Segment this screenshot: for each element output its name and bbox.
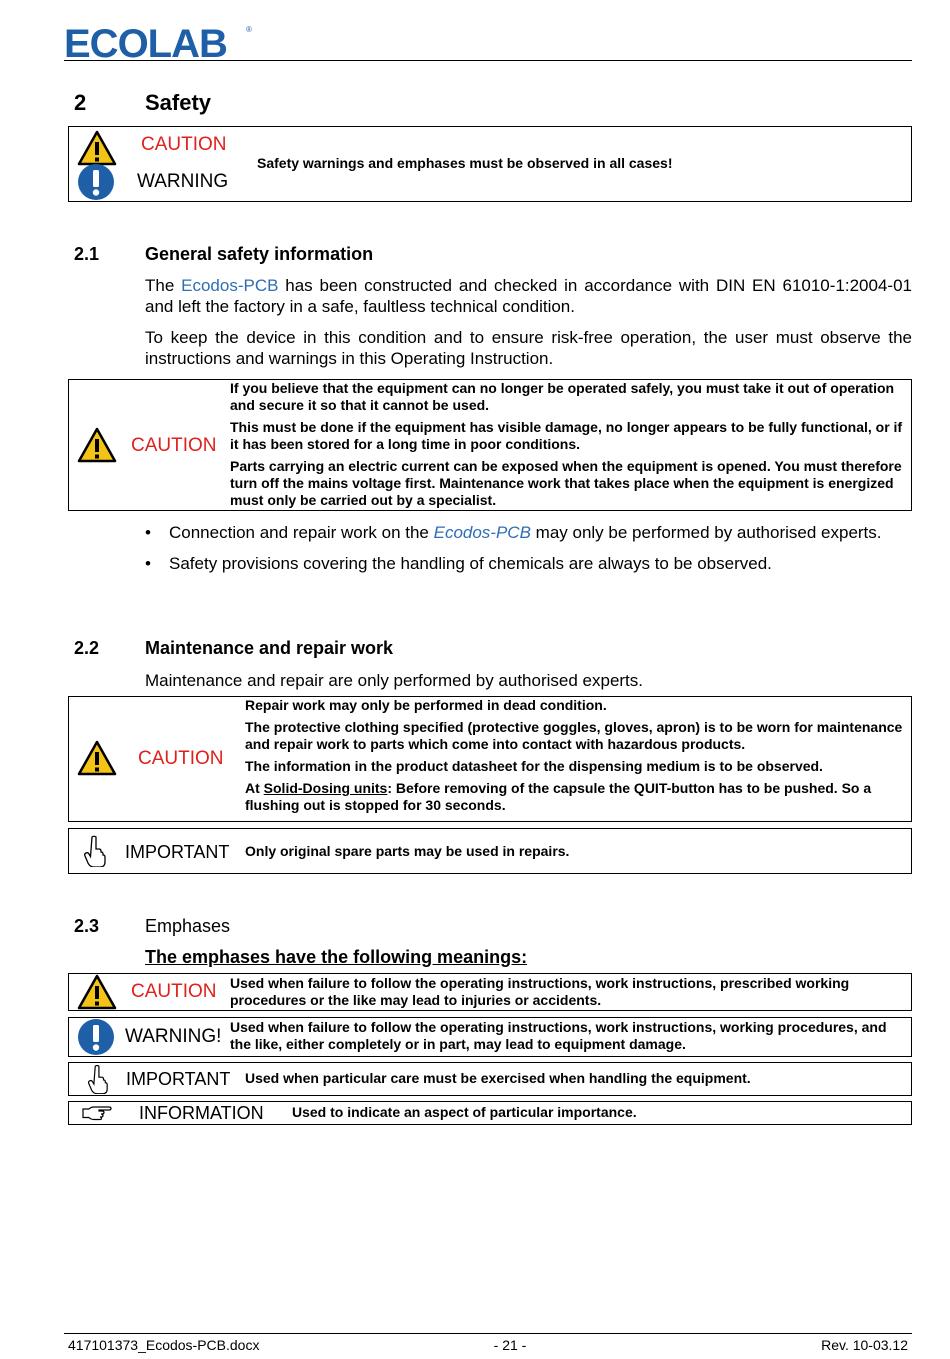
section-title: Safety [145, 90, 212, 115]
subsection-title: Maintenance and repair work [145, 638, 394, 658]
caution-paragraph: The protective clothing specified (protective goggles, gloves, apron) is to be worn for maintenance and repair work to parts which come into contact with hazardous products. [245, 719, 903, 752]
warning-label: WARNING [137, 171, 229, 192]
caution-label: CAUTION [138, 748, 224, 769]
bullet-list [145, 522, 912, 584]
caution-triangle-icon [77, 740, 117, 776]
caution-box [68, 696, 912, 822]
list-item [145, 522, 912, 543]
text: Connection and repair work on the [169, 523, 434, 542]
caution-triangle-icon [77, 130, 117, 166]
footer-rule [64, 1333, 912, 1334]
list-item: • Safety provisions covering the handling of chemicals are always to be observed. [145, 553, 912, 574]
header-rule [64, 60, 912, 61]
emphases-subtitle: The emphases have the following meanings: [145, 947, 528, 967]
emphasis-text: Used when failure to follow the operating instructions, work instructions, prescribed working procedures or the like may lead to injuries or accidents. [230, 975, 850, 1008]
footer-filename: 417101373_Ecodos-PCB.docx [68, 1337, 260, 1353]
important-box [68, 828, 912, 874]
caution-box [68, 379, 912, 511]
footer-page-number: - 21 - [493, 1337, 527, 1353]
emphasis-row-warning [68, 1017, 912, 1057]
safety-warning-box [68, 126, 912, 202]
svg-text:®: ® [246, 25, 252, 34]
emphasis-row-important [68, 1062, 912, 1096]
paragraph: Maintenance and repair are only performed by authorised experts. [145, 671, 644, 690]
text: : Before removing of the capsule the QUIT-button has to be pushed. So a flushing out is stopped for 30 seconds. [245, 780, 872, 813]
caution-paragraph: Repair work may only be performed in dead condition. [245, 697, 607, 713]
caution-paragraph: This must be done if the equipment has visible damage, no longer appears to be fully functional, or if it has been stored for a long time in poor conditions. [230, 419, 903, 452]
text: At [245, 780, 264, 796]
caution-text [245, 697, 907, 819]
warning-label: WARNING! [125, 1026, 222, 1047]
caution-label: CAUTION [131, 981, 217, 1002]
product-name: Ecodos-PCB [181, 276, 279, 295]
caution-paragraph: The information in the product datasheet for the dispensing medium is to be observed. [245, 758, 823, 774]
text: has been constructed and checked in accordance with DIN EN 61010-1:2004-01 and left the factory in a safe, faultless technical condition. [145, 276, 912, 316]
emphasis-text: Used when particular care must be exercised when handling the equipment. [245, 1070, 751, 1086]
subsection-number: 2.3 [74, 916, 100, 936]
subsection-title: Emphases [145, 916, 231, 936]
warning-exclamation-icon [76, 1018, 116, 1056]
subsection-title: General safety information [145, 244, 374, 264]
paragraph [145, 275, 912, 317]
pointing-finger-icon [81, 1105, 113, 1121]
footer-revision: Rev. 10-03.12 [821, 1337, 908, 1353]
section-number: 2 [74, 90, 87, 115]
emphasis-text: Used to indicate an aspect of particular importance. [292, 1104, 637, 1120]
important-label: IMPORTANT [126, 1069, 231, 1089]
subsection-number: 2.1 [74, 244, 100, 264]
caution-triangle-icon [77, 974, 117, 1010]
caution-paragraph: Parts carrying an electric current can be exposed when the equipment is opened. You must therefore turn off the mains voltage first. Maintenance work that takes place when the equipment is energized must only be carried out by a specialist. [230, 458, 902, 508]
paragraph: To keep the device in this condition and to ensure risk-free operation, the user must observe the instructions and warnings in this Operating Instruction. [145, 328, 912, 368]
caution-text [230, 380, 905, 514]
subsection-number: 2.2 [74, 638, 100, 658]
logo-text: ECOLAB [64, 22, 227, 64]
information-label: INFORMATION [139, 1103, 264, 1123]
caution-label: CAUTION [131, 435, 217, 456]
warning-exclamation-icon [76, 163, 116, 201]
product-name: Ecodos-PCB [433, 523, 531, 542]
text: may only be performed by authorised experts. [530, 523, 882, 542]
caution-paragraph: If you believe that the equipment can no longer be operated safely, you must take it out of operation and secure it so that it cannot be used. [230, 380, 895, 413]
ecolab-logo [64, 20, 264, 64]
important-text: Only original spare parts may be used in repairs. [245, 843, 570, 859]
caution-paragraph [245, 780, 907, 814]
caution-triangle-icon [77, 427, 117, 463]
pointing-hand-icon [87, 1064, 109, 1094]
important-label: IMPORTANT [125, 842, 230, 862]
pointing-hand-icon [83, 835, 107, 867]
solid-dosing-link: Solid-Dosing units [263, 780, 388, 796]
emphasis-row-information [68, 1101, 912, 1125]
emphasis-row-caution [68, 973, 912, 1011]
text: The [145, 276, 182, 295]
emphasis-text: Used when failure to follow the operating instructions, work instructions, working procedures, and the like, either completely or in part, may lead to equipment damage. [230, 1019, 887, 1052]
safety-box-text: Safety warnings and emphases must be observed in all cases! [257, 155, 673, 171]
caution-label: CAUTION [141, 134, 227, 155]
